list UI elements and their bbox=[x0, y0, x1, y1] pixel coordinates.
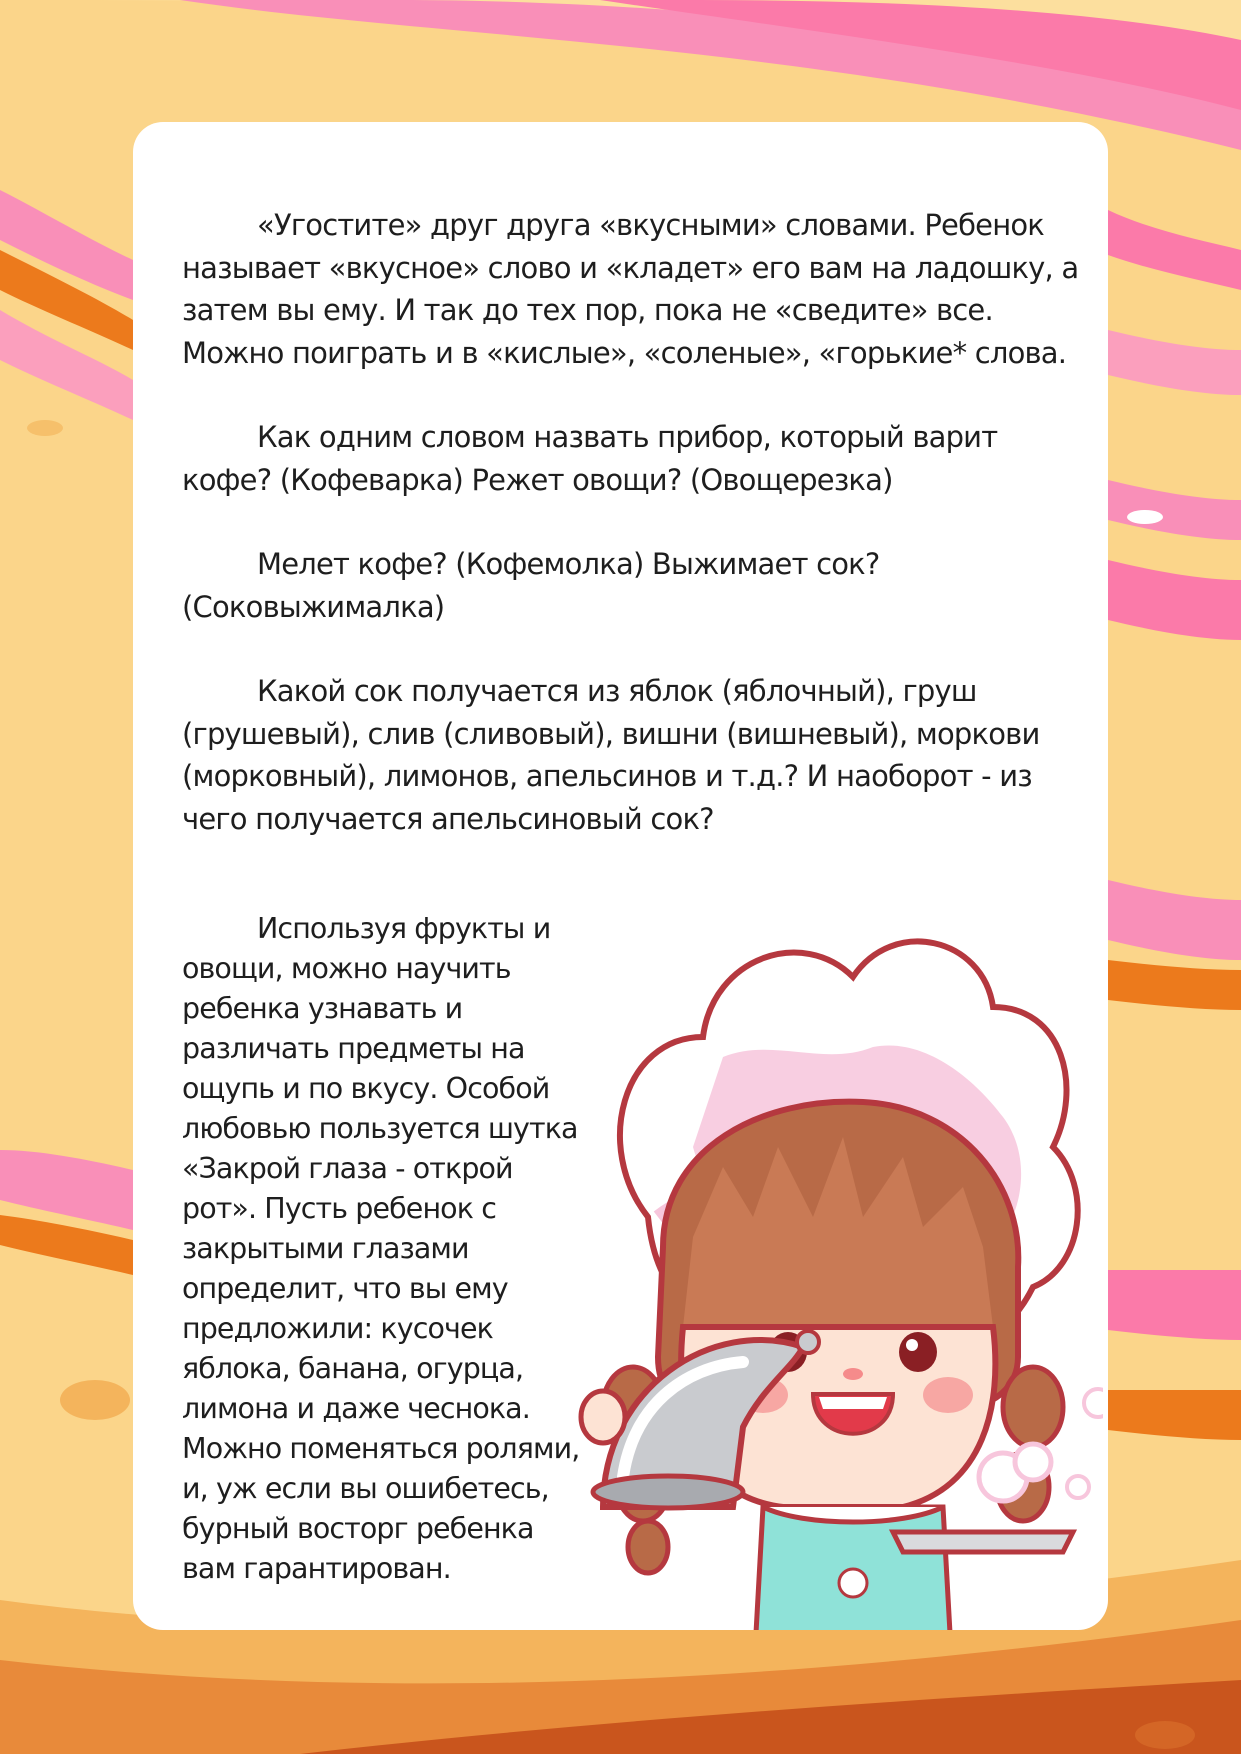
chef-girl-illustration bbox=[563, 887, 1103, 1630]
main-text bbox=[182, 204, 1087, 882]
content-card bbox=[133, 122, 1108, 1630]
paragraph-juice: Какой сок получается из яблок (яблочный), груш (грушевый), слив (сливовый), вишни (вишневый), моркови (морковный), лимонов, апельсинов и т.д.? И наоборот - из чего получается апельсиновый сок? bbox=[182, 674, 1040, 836]
paragraph-taste-game: Используя фрукты и овощи, можно научить ребенка узнавать и различать предметы на ощупь и по вкусу. Особой любовью пользуется шутка «Закрой глаза - открой рот». Пусть ребенок с закрытыми глазами определит, что вы ему предложили: кусочек яблока, банана, огурца, лимона и даже чеснока. Можно поменяться ролями, и, уж если вы ошибетесь, бурный восторг ребенка вам гарантирован. bbox=[182, 912, 580, 1585]
paragraph-coffee-maker: Как одним словом назвать прибор, который варит кофе? (Кофеварка) Режет овощи? (Овощерезка) bbox=[182, 420, 998, 497]
paragraph-tasty-words: «Угостите» друг друга «вкусными» словами. Ребенок называет «вкусное» слово и «кладет» его вам на ладошку, а затем вы ему. И так до тех пор, пока не «сведите» все. Можно поиграть и в «кислые», «соленые», «горькие* слова. bbox=[182, 208, 1079, 370]
paragraph-juicer: Мелет кофе? (Кофемолка) Выжимает сок? (Соковыжималка) bbox=[182, 547, 880, 624]
